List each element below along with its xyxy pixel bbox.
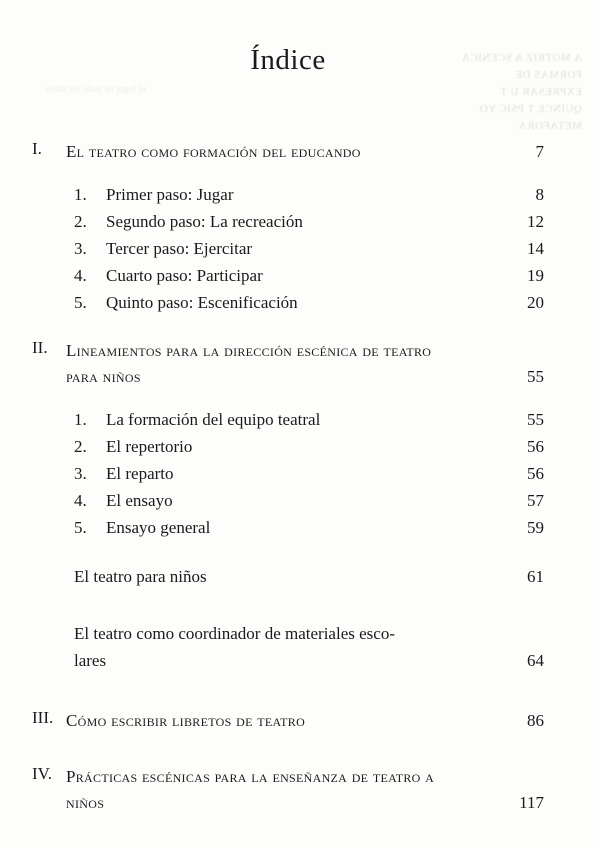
toc-chapter-entry[interactable] — [32, 338, 544, 390]
table-of-contents — [32, 139, 544, 816]
item-page-number: 20 — [527, 293, 544, 312]
ghost-text-left: el lugar de todo los niños — [45, 84, 146, 95]
list-item[interactable] — [74, 433, 544, 460]
item-label: El reparto — [106, 464, 174, 483]
item-number: 5. — [74, 518, 87, 537]
entry-label — [74, 620, 502, 674]
entry-label-line-1: El teatro como coordinador de materiales esco- — [74, 624, 395, 643]
item-label: Primer paso: Jugar — [106, 185, 234, 204]
item-page-number: 55 — [527, 410, 544, 429]
item-page-number: 8 — [535, 185, 544, 204]
entry-page-number: 64 — [527, 651, 544, 670]
item-page-number: 19 — [527, 266, 544, 285]
item-page-number: 14 — [527, 239, 544, 258]
chapter-label-line-2: para niños — [66, 367, 141, 386]
item-number: 3. — [74, 464, 87, 483]
item-label: El ensayo — [106, 491, 173, 510]
chapter-label-line-2: niños — [66, 793, 105, 812]
toc-page — [0, 44, 600, 816]
chapter-page-number: 117 — [519, 793, 544, 812]
item-label: La formación del equipo teatral — [106, 410, 321, 429]
ghost-text-right: A MOTRIZ A SCENICA FORMAS DE EXPRESAR U T QUINCE T PSIC YO METAFORA — [462, 52, 582, 132]
item-label: Tercer paso: Ejercitar — [106, 239, 253, 258]
list-item[interactable] — [74, 289, 544, 316]
item-number: 2. — [74, 437, 87, 456]
item-number: 4. — [74, 266, 87, 285]
chapter-number: III. — [32, 708, 54, 727]
toc-chapter-entry[interactable] — [32, 764, 544, 816]
toc-chapter-entry[interactable] — [32, 708, 544, 734]
item-number: 5. — [74, 293, 87, 312]
chapter-page-number: 55 — [527, 367, 544, 386]
item-label: Cuarto paso: Participar — [106, 266, 263, 285]
item-number: 3. — [74, 239, 87, 258]
list-item[interactable] — [74, 487, 544, 514]
item-label: Ensayo general — [106, 518, 211, 537]
toc-plain-entry[interactable] — [32, 563, 544, 590]
entry-label-line-2: lares — [74, 651, 107, 670]
list-item[interactable] — [74, 406, 544, 433]
item-page-number: 12 — [527, 212, 544, 231]
toc-chapter-entry[interactable] — [32, 139, 544, 165]
toc-sub-list — [32, 406, 544, 541]
chapter-label: Cómo escribir libretos de teatro — [66, 711, 306, 730]
list-item[interactable] — [74, 208, 544, 235]
entry-label: El teatro para niños — [74, 567, 207, 586]
list-item[interactable] — [74, 181, 544, 208]
item-number: 1. — [74, 410, 87, 429]
chapter-page-number: 7 — [535, 142, 544, 161]
item-page-number: 59 — [527, 518, 544, 537]
list-item[interactable] — [74, 514, 544, 541]
item-label: El repertorio — [106, 437, 193, 456]
chapter-number: IV. — [32, 764, 52, 783]
toc-plain-entry[interactable] — [32, 620, 544, 674]
chapter-page-number: 86 — [527, 711, 544, 730]
list-item[interactable] — [74, 262, 544, 289]
chapter-label — [66, 764, 502, 816]
item-number: 4. — [74, 491, 87, 510]
chapter-number: II. — [32, 338, 48, 357]
chapter-number: I. — [32, 139, 42, 158]
toc-sub-list — [32, 181, 544, 316]
item-page-number: 56 — [527, 464, 544, 483]
item-page-number: 56 — [527, 437, 544, 456]
item-label: Quinto paso: Escenificación — [106, 293, 298, 312]
item-label: Segundo paso: La recreación — [106, 212, 303, 231]
chapter-label: El teatro como formación del educando — [66, 142, 361, 161]
chapter-label — [66, 338, 502, 390]
chapter-label-line-1: Lineamientos para la dirección escénica de teatro — [66, 341, 432, 360]
page-title: Índice — [250, 44, 326, 76]
item-number: 2. — [74, 212, 87, 231]
chapter-label-line-1: Prácticas escénicas para la enseñanza de teatro a — [66, 767, 435, 786]
item-number: 1. — [74, 185, 87, 204]
list-item[interactable] — [74, 235, 544, 262]
entry-page-number: 61 — [527, 567, 544, 586]
list-item[interactable] — [74, 460, 544, 487]
item-page-number: 57 — [527, 491, 544, 510]
